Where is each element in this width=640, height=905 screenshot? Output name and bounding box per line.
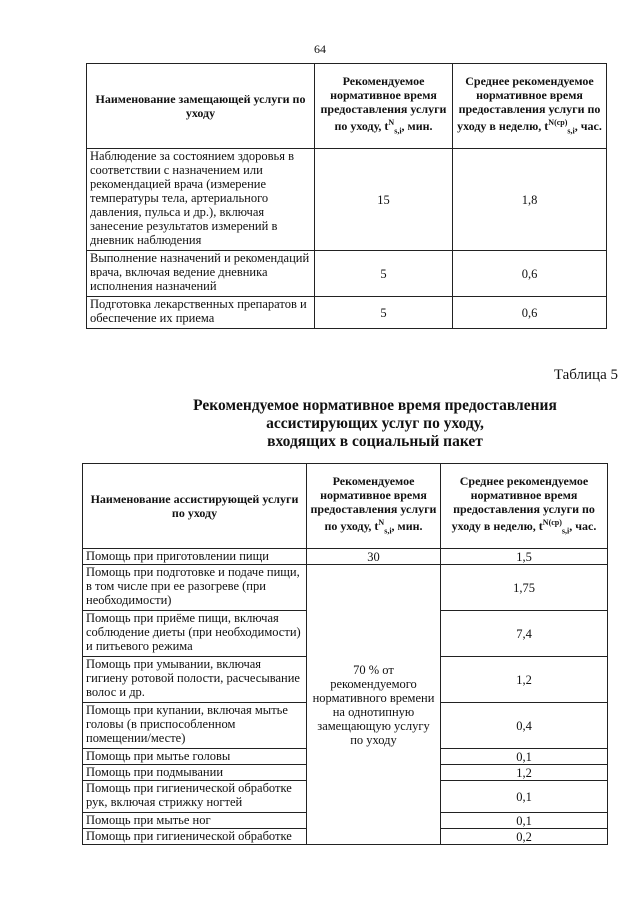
- service-name: Помощь при гигиенической обработке рук, включая стрижку ногтей: [83, 781, 307, 813]
- service-weekly: 1,75: [441, 565, 608, 611]
- page-number: 64: [314, 42, 326, 56]
- care-services-table: [86, 63, 607, 329]
- service-name: Помощь при купании, включая мытье головы (в приспособленном помещении/месте): [83, 703, 307, 749]
- service-name: Помощь при гигиенической обработке: [83, 829, 307, 845]
- service-time: 5: [315, 297, 453, 329]
- service-time: 30: [307, 549, 441, 565]
- service-weekly: 0,1: [441, 781, 608, 813]
- table-row: [83, 565, 608, 611]
- service-weekly: 0,2: [441, 829, 608, 845]
- service-weekly: 1,2: [441, 765, 608, 781]
- table-title-line: ассистирующих услуг по уходу,: [266, 415, 484, 432]
- header-service-name: Наименование замещающей услуги по уходу: [87, 64, 315, 149]
- service-name: Помощь при подмывании: [83, 765, 307, 781]
- service-weekly: 1,2: [441, 657, 608, 703]
- service-name: Помощь при приёме пищи, включая соблюдение диеты (при необходимости) и питьевого режима: [83, 611, 307, 657]
- service-weekly: 0,4: [441, 703, 608, 749]
- table-row: [87, 297, 607, 329]
- header-service-name: Наименование ассистирующей услуги по уходу: [83, 464, 307, 549]
- service-time: 5: [315, 251, 453, 297]
- header-weekly: Среднее рекомендуемое нормативное время предоставления услуги по уходу в неделю, $t^{N(ср)}_{s,i}$, час.: [441, 464, 608, 549]
- table-row: [87, 149, 607, 251]
- service-weekly: 0,1: [441, 749, 608, 765]
- service-weekly: 7,4: [441, 611, 608, 657]
- service-weekly: 1,5: [441, 549, 608, 565]
- service-weekly: 0,1: [441, 813, 608, 829]
- assisting-services-table: [82, 463, 608, 845]
- header-weekly: Среднее рекомендуемое нормативное время предоставления услуги по уходу в неделю, $t^{N(ср)}_{s,i}$, час.: [453, 64, 607, 149]
- table-row: [87, 251, 607, 297]
- service-name: Наблюдение за состоянием здоровья в соответствии с назначением или рекомендацией врача (измерение температуры тела, артериального давления, пульса и др.), включая занесение результатов измерений в дневник наблюдения: [87, 149, 315, 251]
- service-weekly: 0,6: [453, 251, 607, 297]
- merged-time-cell: 70 % от рекомендуемого нормативного времени на однотипную замещающую услугу по уходу: [307, 565, 441, 845]
- table-row: [83, 549, 608, 565]
- table-title: [140, 397, 610, 451]
- table-label: Таблица 5: [553, 367, 618, 383]
- service-name: Помощь при умывании, включая гигиену ротовой полости, расчесывание волос и др.: [83, 657, 307, 703]
- service-name: Помощь при подготовке и подаче пищи, в том числе при ее разогреве (при необходимости): [83, 565, 307, 611]
- header-time: Рекомендуемое нормативное время предоставления услуги по уходу, $t^N_{s,i}$, мин.: [307, 464, 441, 549]
- table-title-line: Рекомендуемое нормативное время предоставления: [193, 397, 557, 414]
- table-title-line: входящих в социальный пакет: [267, 433, 483, 450]
- service-weekly: 0,6: [453, 297, 607, 329]
- service-name: Помощь при приготовлении пищи: [83, 549, 307, 565]
- service-name: Подготовка лекарственных препаратов и обеспечение их приема: [87, 297, 315, 329]
- service-time: 15: [315, 149, 453, 251]
- service-name: Помощь при мытье головы: [83, 749, 307, 765]
- header-time: Рекомендуемое нормативное время предоставления услуги по уходу, $t^N_{s,i}$, мин.: [315, 64, 453, 149]
- service-weekly: 1,8: [453, 149, 607, 251]
- service-name: Выполнение назначений и рекомендаций врача, включая ведение дневника исполнения назначений: [87, 251, 315, 297]
- service-name: Помощь при мытье ног: [83, 813, 307, 829]
